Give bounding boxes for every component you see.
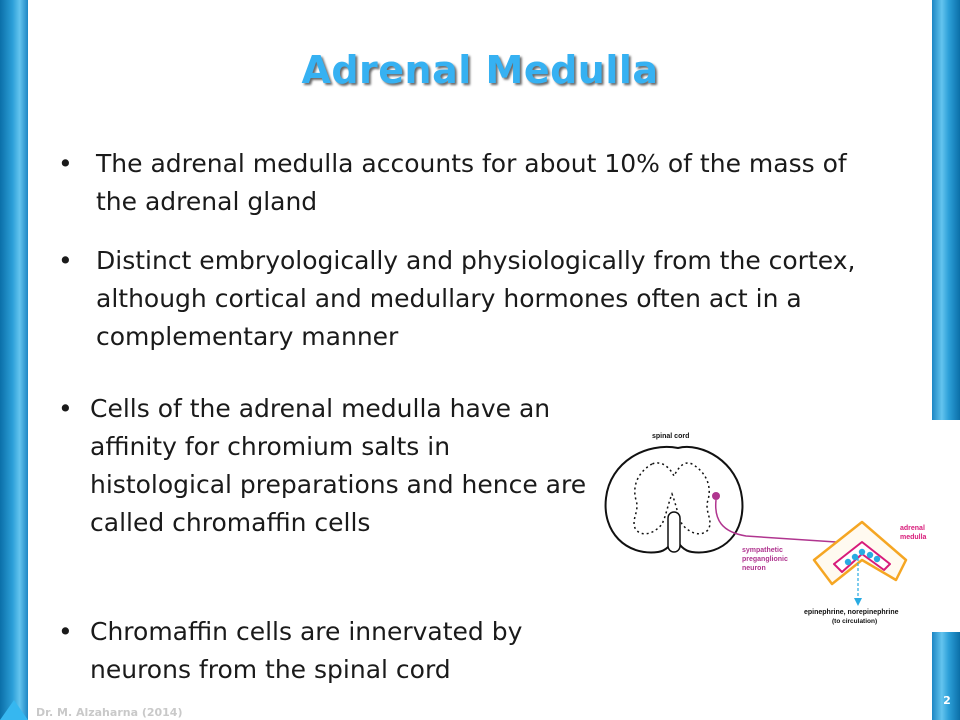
page-number: 2 <box>943 694 951 707</box>
footer-author: Dr. M. Alzaharna (2014) <box>36 706 183 719</box>
spinal-cord-label: spinal cord <box>652 433 690 440</box>
bullet-dot-icon: • <box>58 394 73 423</box>
bullet-text: The adrenal medulla accounts for about 10% of the mass of the adrenal gland <box>96 149 847 216</box>
bullet-item <box>58 613 588 689</box>
adrenal-label-line2: medulla <box>900 534 927 541</box>
bullet-dot-icon: • <box>58 246 73 275</box>
bullet-dot-icon: • <box>58 149 73 178</box>
left-accent-bar <box>0 0 28 720</box>
adrenal-innervation-diagram <box>596 420 932 632</box>
bullet-text: Distinct embryologically and physiologically from the cortex, although cortical and medullary hormones often act in a complementary manner <box>96 246 856 351</box>
chromaffin-cell <box>845 559 851 565</box>
chromaffin-cell <box>852 554 858 560</box>
chromaffin-cell <box>859 549 865 555</box>
chromaffin-cell <box>867 552 873 558</box>
spinal-cord-cross-section <box>606 433 743 552</box>
adrenal-label-line1: adrenal <box>900 525 925 532</box>
adrenal-gland <box>814 522 927 584</box>
neuron-label-line3: neuron <box>742 565 766 572</box>
neuron-label-line1: sympathetic <box>742 547 783 554</box>
output-sub-label: (to circulation) <box>832 618 878 625</box>
chromaffin-cell <box>874 556 880 562</box>
slide-title: Adrenal Medulla <box>301 48 659 92</box>
output-label: epinephrine, norepinephrine <box>804 609 899 616</box>
bullet-item <box>58 145 878 221</box>
bullet-dot-icon: • <box>58 617 73 646</box>
left-arrow-icon <box>0 700 28 720</box>
neuron-label-line2: preganglionic <box>742 556 788 563</box>
bullet-text: Cells of the adrenal medulla have an affinity for chromium salts in histological preparations and hence are called chromaffin cells <box>90 394 587 537</box>
bullet-text: Chromaffin cells are innervated by neurons from the spinal cord <box>90 617 523 684</box>
bullet-item <box>58 242 908 356</box>
bullet-item <box>58 390 588 542</box>
